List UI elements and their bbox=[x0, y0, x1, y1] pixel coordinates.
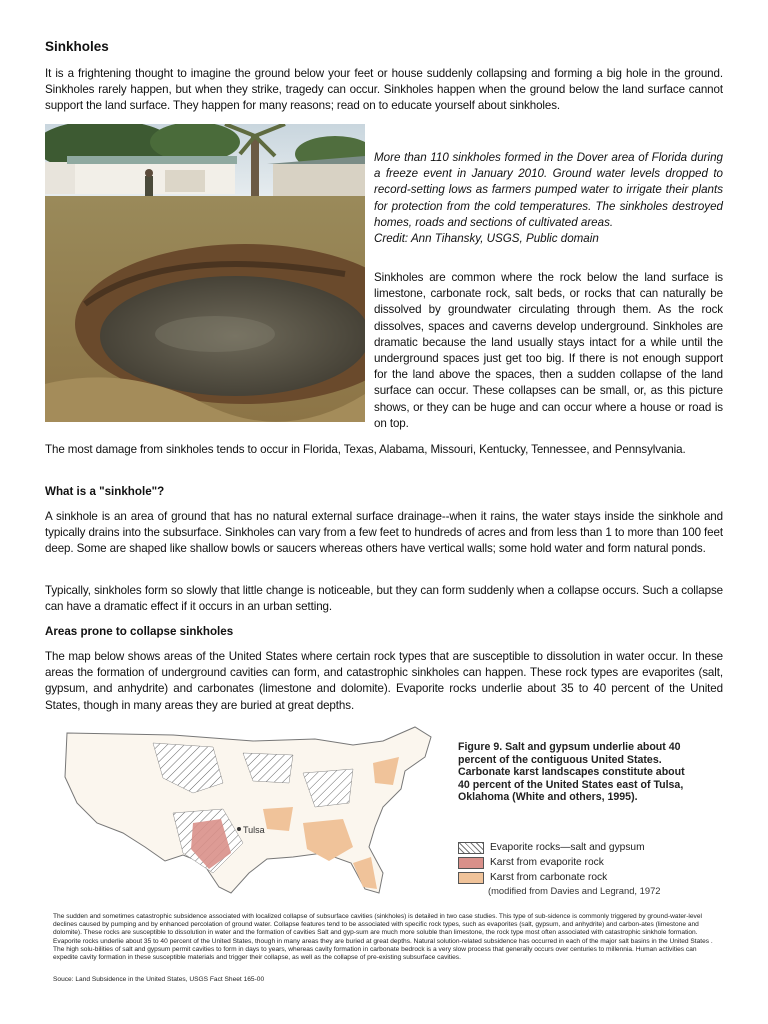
tulsa-label: Tulsa bbox=[243, 825, 265, 835]
heading-what-is-sinkhole: What is a "sinkhole"? bbox=[45, 485, 165, 498]
caption-text: More than 110 sinkholes formed in the Dover area of Florida during a freeze event in January 2010. Ground water levels dropped to record-setting lows as farmers pumped water to irrigate their plants for protection from the cold temperatures. The sinkholes destroyed homes, roads and sections of cultivated areas. bbox=[374, 151, 723, 229]
figure-caption: Figure 9. Salt and gypsum underlie about 40 percent of the contiguous United States. Carbonate karst landscapes constitute about 40 percent of the United States east of Tulsa, Oklahoma (White and others, 1995). bbox=[458, 741, 685, 804]
legend-item-evaporite-karst bbox=[458, 855, 688, 870]
legend-label: Karst from evaporite rock bbox=[490, 857, 604, 868]
legend-item-evaporite bbox=[458, 840, 688, 855]
legend-label: Evaporite rocks—salt and gypsum bbox=[490, 842, 645, 853]
legend-item-carbonate-karst bbox=[458, 870, 688, 885]
intro-paragraph: It is a frightening thought to imagine the ground below your feet or house suddenly collapsing and forming a big hole in the ground. Sinkholes rarely happen, but when they strike, tragedy can occur. Sinkholes happen when the ground below the land surface cannot support the land surface. They happen for many reasons; read on to educate yourself about sinkholes. bbox=[45, 67, 723, 113]
page-title: Sinkholes bbox=[45, 39, 109, 54]
figure-source: Souce: Land Subsidence in the United States, USGS Fact Sheet 165-00 bbox=[53, 976, 265, 983]
formation-paragraph: Typically, sinkholes form so slowly that little change is noticeable, but they can form suddenly when a collapse occurs. Such a collapse can have a dramatic effect if it occurs in an urban setting. bbox=[45, 584, 723, 614]
map-paragraph: The map below shows areas of the United States where certain rock types that are susceptible to dissolution in water occur. In these areas the formation of underground cavities can form, and catastrophic sinkholes can happen. These rock types are evaporites (salt, gypsum, and anhydrite) and carbonates (limestone and dolomite). Evaporite rocks underlie about 35 to 40 percent of the United States, though in many areas they are buried at great depths. bbox=[45, 650, 723, 712]
legend-note: (modified from Davies and Legrand, 1972 bbox=[488, 885, 661, 896]
photo-credit: Credit: Ann Tihansky, USGS, Public domain bbox=[374, 232, 599, 246]
rock-types-paragraph: Sinkholes are common where the rock below the land surface is limestone, carbonate rock, salt beds, or rocks that can naturally be dissolved by groundwater circulating through them. As the rock dissolves, spaces and caverns develop underground. Sinkholes are dramatic because the land usually stays intact for a while until the underground spaces just get too big. If there is not enough support for the land above the spaces, then a sudden collapse of the land surface can occur. These collapses can be small, or, as this picture shows, or they can be huge and can occur where a house or road is on top. bbox=[374, 271, 723, 430]
orange-swatch bbox=[458, 872, 484, 884]
pink-swatch bbox=[458, 857, 484, 869]
figure-fine-print: The sudden and sometimes catastrophic subsidence associated with localized collapse of subsurface cavities (sinkholes) is detailed in two case studies. This type of sub-sidence is commonly triggered by ground-water-level declines caused by pumping and by enhanced percolation of ground water. Collapse features tend to be associated with specific rock types, such as evaporites (salt, gypsum, and anhydrite) and carbon-ates (limestone and dolomite). These rocks are susceptible to dissolution in water and the formation of cavities Salt and gyp-sum are much more soluble than limestone, the rock type most often associated with catastrophic sinkhole formation. Evaporite rocks underlie about 35 to 40 percent of the United States, though in many areas they are buried at great depths. Natural solution-related subsidence has occurred in each of the major salt basins in the United States . The high solu-bilities of salt and gypsum permit cavities to form in days to years, whereas cavity formation in carbonate bedrock is a very slow process that generally occurs over centuries to millennia. Human activities can expedite cavity formation in these susceptible materials and trigger their collapse, as well as the collapse of pre-existing subsurface cavities. bbox=[53, 913, 713, 962]
states-paragraph: The most damage from sinkholes tends to occur in Florida, Texas, Alabama, Missouri, Kentucky, Tennessee, and Pennsylvania. bbox=[45, 443, 686, 456]
definition-paragraph: A sinkhole is an area of ground that has no natural external surface drainage--when it rains, the water stays inside the sinkhole and typically drains into the subsurface. Sinkholes can vary from a few feet to hundreds of acres and from less than 1 to more than 100 feet deep. Some are shaped like shallow bowls or saucers whereas others have vertical walls; some hold water and form natural ponds. bbox=[45, 510, 723, 556]
hatch-swatch bbox=[458, 842, 484, 854]
us-map bbox=[53, 723, 453, 903]
photo-caption bbox=[374, 150, 723, 247]
legend-label: Karst from carbonate rock bbox=[490, 872, 608, 883]
map-legend bbox=[458, 840, 688, 896]
document-page bbox=[45, 38, 723, 712]
sinkhole-photo bbox=[45, 124, 365, 422]
heading-areas-prone: Areas prone to collapse sinkholes bbox=[45, 625, 234, 638]
